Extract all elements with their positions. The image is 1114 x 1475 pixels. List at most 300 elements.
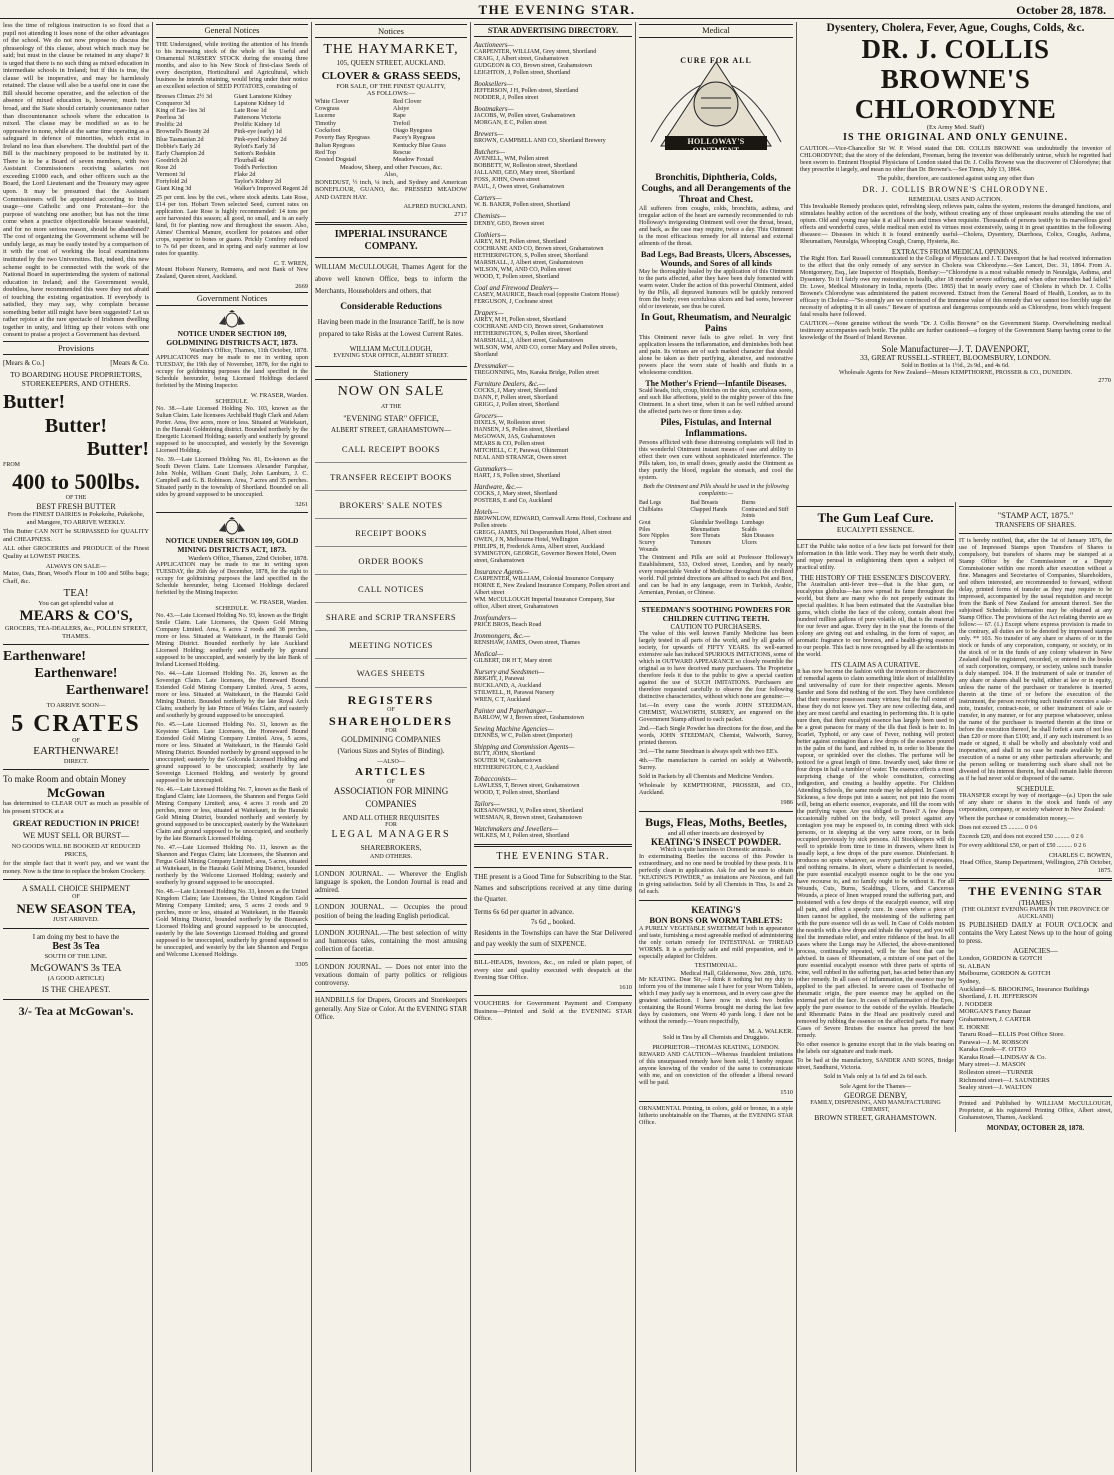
directory-entry: HETHERINGTON, S, Pollen street, Shortland (474, 330, 588, 337)
directory-category: Coal and Firewood Dealers— (474, 283, 559, 292)
extracts-heading: EXTRACTS FROM MEDICAL OPINIONS. (891, 247, 1020, 256)
has-determined: has determined to CLEAR OUT as much as possible of his present STOCK at a (3, 800, 149, 815)
original-genuine: IS THE ORIGINAL AND ONLY GENUINE. (843, 131, 1068, 143)
bad-legs-body: May be thoroughly healed by the application of this Ointment to the parts affected, after they have been duly fomented with warm water. Under the action of this powerful Ointment, aided by the Pills, all depraved humours will be quickly removed from the body; even scrofulous ulcers and bad sores, however old or inveterate, see thus be cured. (639, 269, 793, 311)
earthenware-1: Earthenware! (3, 649, 86, 665)
directory-category: Sewing Machine Agencies— (474, 725, 554, 734)
bronchitis-title: Bronchitis, Diphtheria, Colds, Coughs, and all Derangements of the Throat and Chest. (641, 172, 791, 205)
agency-item: Karaka Creek—F. OTTO (959, 1046, 1026, 1054)
gout-body: This Ointment never fails to give relief. In very first application lessens the inflammation, and diminishes both heat and pain. Its virtues are of such marked character that should alone be taken as their purifying, alterative, and restorative powers place the worn state of health and fluids in a wholesome condition. (639, 334, 793, 376)
collis-browne-title: DR. J. COLLIS BROWNE'S CHLORODYNE (854, 34, 1057, 124)
notice2-dateline: Warden's Office, Thames, 22nd October, 1878. (188, 554, 308, 562)
potato-item: Prolific Kidney 1d (234, 121, 281, 129)
potato-item: Pattersons Victoria (234, 114, 281, 122)
book-item: SHARE and SCRIP TRANSFERS (315, 608, 467, 631)
mothers-title: The Mother's Friend—Infantile Diseases. (645, 378, 787, 388)
piles-body: Persons afflicted with these distressing complaints will find in this wonderful Ointment instant means of ease and ability to effect their own cure without sophisticated interference. The Pills taken, too, in small doses, greatly assist the Ointment as they purify the blood, regulate the stomach, and cool the system. (639, 439, 793, 481)
oldest-paper: (THE OLDEST EVENING PAPER IN THE PROVINCE OF AUCKLAND) (961, 906, 1110, 920)
column-6 (796, 22, 1114, 1472)
and-others: AND OTHERS. (369, 852, 413, 860)
ad-number: 2669 (295, 282, 308, 290)
agency-item: Tararu Road—ELLIS Post Office Store. (959, 1031, 1065, 1039)
divider (474, 844, 632, 847)
best-tea: Best 3s Tea (52, 940, 100, 952)
this-butter: This Butter CAN NOT be SURPASSED for QUALITY and CHEAPNESS. (3, 528, 149, 543)
complaint-item: Skin Diseases (741, 533, 775, 540)
directory-category: Bootmakers— (474, 105, 514, 114)
directory-entry: STILWELL, H, Parawai Nursery (474, 690, 555, 697)
directory-entry: LEIGHTON, J, Pollen street, Shortland (474, 70, 571, 77)
divider (474, 995, 632, 996)
divider (959, 878, 1112, 881)
divider (315, 222, 467, 225)
ad-number: 1986 (780, 799, 793, 807)
directory-category: Furniture Dealers, &c.— (474, 379, 545, 388)
also-label: —ALSO— (377, 758, 405, 765)
butter-2: Butter! (44, 414, 108, 437)
seed-item: Poverty Bay Ryegrass (315, 134, 370, 142)
seed-item: Meadow Foxtail (393, 156, 434, 164)
directory-entry: MORGAN, E C, Pollen street (474, 120, 547, 127)
potato-item: Giant King 3d (156, 185, 192, 193)
having-been: Having been made in the Insurance Tariff, he is now prepared to take Risks at the Lowest Current Rates. (317, 317, 465, 338)
sched1-item: No. 39.—Late Licensed Holding No. 81, Ex-known as the South Devon Claim. Late Licensees Alexander Farquhar, John Noble, William Grant Daily, John Lamburn, J. C. Campbell and G. B. Robinson. Area, 7 acres and 35 perches. Situated partly in the township of Shortland. Bounded on all sides by ground supposed to be unoccupied. (156, 456, 308, 498)
dysentery-header: Dysentery, Cholera, Fever, Ague, Coughs, Colds, &c. (826, 22, 1085, 34)
divider (639, 811, 793, 812)
stamp-office: Head Office, Stamp Department, Wellington, 27th October, 1875. (960, 859, 1112, 874)
divider (3, 644, 149, 645)
agency-item: Parawai—J. M. ROBSON (959, 1038, 1029, 1046)
stamp-body: IT is hereby notified, that, after the 1st of January 1876, the use of Impressed Stamps upon Transfers of Shares is compulsory, but transfers of shares may be stamped at a Stamp Office by the Commissioner or a Deputy Commissioner within one month after execution without a fine. Managers and Secretaries of Companies, Shareholders, and others interested, are recommended to forward, without delay, printed forms of transfer as they may require to be impressed, accompanied by the usual requisition and receipt from the Bank of New Zealand for amount thereof. See the subjoined Schedule. Information may be obtained at any Stamp Office. The provisions of the Act relating thereto are as follow:— 67. (1.) Except where express provision is made to the contrary, all duties are to be denoted by impressed stamps only. ** 103. No transfer of any share or shares of or in the stock or funds of any corporation, company, or society, or in the stock of or in the funds of any colony whatever in New Zealand shall be registered, recorded, or entered in the books of such corporation, company, or society, unless such transfer is duly stamped. 104. If the instrument of sale or transfer of any share or shares shall be valid, either at law or in equity, unless the name of the purchaser or transferee is inserted therein at the time of or before the execution of the instrument, the person receiving such transfer executes a sale-note, transfer, contract-note, or other instrument of sale or transfer, in any manner, or for any purpose whatsoever, unless the name of the purchaser is inserted therein at the time or before the execution thereof, he shall forfeit a sum of not less than £20 or more than £100; and, if any such instrument is so made or signed, it shall be wholly and absolutely void and inoperative, and shall in no case be made available by the execution of a name or any other particulars afterwards; and the person selling or transferring such share shall not be divested of his interest therein, but shall remain liable thereon as if he had never sold or disposed of the same. (959, 537, 1112, 782)
agency-item: Sydney, (959, 978, 981, 986)
directory-section (474, 41, 632, 77)
directory-entry: BROWN, CAMPBELL AND CO, Shortland Brewery (474, 138, 606, 145)
earthenware-3: Earthenware! (66, 682, 149, 698)
evening-star-title: THE EVENING STAR. (496, 851, 610, 863)
potato-item: Dobbie's Early 2d (156, 142, 201, 150)
divider (639, 1101, 793, 1102)
history-heading: THE HISTORY OF THE ESSENCE'S DISCOVERY. (800, 573, 951, 582)
registers: REGISTERS (347, 692, 435, 707)
gum-leaf-ad (797, 502, 954, 1122)
potato-item: Prolific 2d (156, 121, 183, 129)
agency-item: J. NODDER (959, 1000, 993, 1008)
directory-section (474, 775, 632, 797)
directory-category: Booksellers— (474, 80, 513, 89)
directory-section (474, 800, 632, 822)
schedule2-heading: SCHEDULE. (215, 606, 249, 613)
directory-category: Painter and Paperhanger— (474, 707, 553, 716)
directory-category: Chemists— (474, 212, 506, 221)
sched2-item: No. 48.—Late Licensed Holding No. 33, known as the United Kingdom Claim; late Licensees, the United Kingdom Gold Mining Company Limited; area, 5 acres 2 roods and 9 perches, more or less, situated at Waitekauri, in the Hauraki Gold Mining District, bounded northerly by the Bismarck Licensed Holding and ground supposed to be unoccupied, easterly by the late Sovereign Licensed Holding and ground supposed to be unoccupied, southerly by ground supposed to be unoccupied, and westerly by the late Shannon and Fergus and Welcome Licensed Holdings. (156, 889, 308, 959)
divider (959, 506, 1112, 507)
mccullough-signature: WILLIAM McCULLOUGH, (349, 344, 433, 353)
directory-entry: SYMINGTON, GEORGE, Governor Bowen Hotel, Owen street, Grahamstown (474, 550, 617, 564)
directory-category: Nursery and Seedsmen— (474, 668, 545, 677)
directory-category: Hotels— (474, 507, 499, 516)
potato-item: Todd's Perfection (234, 164, 278, 172)
wren-signature: C. T. WREN, (273, 259, 308, 267)
potato-item: Pink-eyed Kidney 2d (234, 135, 287, 143)
articles: ARTICLES (355, 765, 427, 778)
new-season-tea: NEW SEASON TEA, (16, 900, 136, 916)
agencies-list (959, 955, 1112, 1091)
mears-co: MEARS & CO'S, (19, 607, 133, 624)
steedman-2nd: 2nd.—Each Single Powder has directions for the dose, and the words, JOHN STEEDMAN, Chemist, Walworth, Surrey, printed thereon. (639, 726, 793, 747)
manufacturer-address: 33, GREAT RUSSELL-STREET, BLOOMSBURY, LONDON. (860, 353, 1051, 363)
directory-entry: WILSON, WM, AND CO, corner Mary and Pollen streets, Shortland (474, 344, 618, 358)
sched2-item: No. 43.—Late Licensed Holding No. 93, known as the Bright Smile Claim. Late Licensees, the Queen Gold Mining Company Limited. Area, 6 acres 2 roods and 38 perches, more or less. Situated at Waitekauri, in the Hauraki Gold Mining District. Bounded northerly by late Auckland Licensed Holding; southerly and southerly by ground supposed to be unoccupied, and westerly by the late Bank of Ireland Licensed Holding. (156, 613, 308, 669)
potato-item: Flake 2d (234, 171, 256, 179)
complaint-item: Gout (639, 519, 651, 526)
directory-entry: JEFFERSON, J H, Pollen street, Shortland (474, 88, 579, 95)
directory-category: Grocers— (474, 411, 503, 420)
directory-entry: BRIGHT, J, Parawai (474, 676, 525, 683)
divider (959, 533, 1112, 534)
directory-category: Ironfounders— (474, 613, 517, 622)
for-sale: FOR SALE, OF THE FINEST QUALITY, (336, 82, 446, 90)
cheapest: IS THE CHEAPEST. (41, 985, 111, 995)
sold-in-tins: Sold in Tins by all Chemists and Druggists. (663, 1035, 769, 1042)
subscribe-body: THE present is a Good Time for Subscribing to the Star. Names and subscriptions received at any time during the Quarter. (474, 872, 632, 904)
editorial-article: less the time of religious instruction is so fixed that a pupil not attending it loses none of the other advantages of the school. We do not now propose to discuss the phraseology of this clause, about which much may be said; but must in the clause be retained in any shape? It is urged that there is no such thing as mixed education in intermediate schools in Ireland; but if this is true, the clause will be inoperative, and may be harmlessly retained. The clause will also be a useful one in case the Bill should become operative, and the selection of the absence of mixed education is, however, much too broad, and the State should certainly countenance rather than discountenance schools where the education is mixed. The clause may be modified so as to be oppressive to none, while at the same time operating as a safeguard in defence of minorities, which exist in Ireland no less than elsewhere. The doubtful part of the Bill is the machinery proposed to be instituted by it. There is to be a Board of seven members, with two Assistant Commissioners receiving salaries not exceeding £1000 each, and other officers such as the Board, the Lord Lieutenant and the Treasury may agree upon. It may be presumed that the Assistant Commissioners will be appointed according to Irish usage—one Catholic and one Protestant—for the purpose of watching one another; but has not the time come when a practice objectionable because wasteful, and for no more serious reason, should be abandoned? The cost of organizing the Government scheme will be unduly large, as may be easily tested by a comparison of it with the cost of working the local examinations instituted by the two Universities. But, indeed, this new scheme ought to be connected with the work of the National Board in superintending the system of national education in Ireland; and the Government would, doubtless, have recommended this were they not afraid of touching the existing organization. If everybody is satisfied, they may say, why complain because something better still might have been suggested? Let us rather rejoice at the rare spectacle of Irishmen dwelling together in unity, and lifting up their voices with one consent to praise a project a Government has devised. (3, 22, 149, 339)
directory-entry: WOOD, T, Pollen street, Shortland (474, 273, 560, 280)
divider (959, 1096, 1112, 1097)
of-label-2: OF (387, 778, 395, 785)
directory-category: Shipping and Commission Agents— (474, 743, 575, 752)
directory-section (474, 568, 632, 611)
potato-list (156, 93, 308, 193)
potato-item: Lapstone Kidney 1d (234, 99, 285, 107)
ad-number: 1610 (619, 983, 632, 991)
sched1-item: No. 38.—Late Licensed Holding No. 103, known as the Sultan Claim. Late licensees Archibald Hugh Clark and Adam Porter. Area, five acres, more or less. Situated at Waitekauri, in the Hauraki Goldmining district. Bounded northerly by the Energetic Licensed Holding; easterly and southerly by ground supposed to be unoccupied, and westerly by the Sovereign Licensed Holding. (156, 405, 308, 454)
directory-section (474, 483, 632, 505)
steedman-body: The value of this well known Family Medicine has been largely tested in all parts of the world, and by all grades of society, for upwards of FIFTY YEARS. Its well-earned extensive sale has induced SPURIOUS IMITATIONS, some of which in OUTWARD APPEARANCE so closely resemble the original as to have deceived many purchasers. The Proprietor therefore feels it due to the public to give a special caution against the use of SUCH IMITATIONS. Purchasers are therefore requested carefully to observe the four following distinctive characteristics, without which none are genuine:— (639, 631, 793, 701)
directory-section (474, 508, 632, 565)
potato-item: Pink-eye (early) 1d (234, 128, 282, 136)
potato-item: Rylott's Early 3d (234, 142, 276, 150)
directory-entry: DENBY, GEO, Brown street (474, 220, 545, 227)
directory-category: Carters— (474, 194, 502, 203)
directory-section (474, 707, 632, 722)
shareholders: SHAREHOLDERS (328, 713, 454, 728)
seed-item: Rescue (393, 149, 411, 157)
column-2 (152, 22, 311, 1472)
directory-section (474, 130, 632, 145)
seed-item: Red Clover (393, 97, 422, 105)
directory-entry: PRICE BROS, Beach Road (474, 622, 542, 629)
directory-entry: GUDGEON & CO, Brown street, Grahamstown (474, 63, 592, 70)
various-sizes: (Various Sizes and Styles of Binding). (337, 747, 445, 756)
potato-item: King of Ear- lies 3d (156, 107, 206, 115)
directory-entry: POSTERS, E and Co, Auckland (474, 497, 553, 504)
potato-item: Taylor's Kidney 2d (234, 178, 282, 186)
steedman-title: STEEDMAN'S SOOTHING POWDERS FOR CHILDREN CUTTING TEETH. (641, 605, 791, 623)
seed-item: Alsiye (393, 105, 410, 113)
column-4 (470, 22, 635, 1472)
divider (639, 900, 793, 901)
section-header-general: General Notices (156, 24, 308, 38)
divider (474, 954, 632, 955)
bonbons-title: BON BONS OR WORM TABLETS: (649, 914, 783, 925)
london-journal-3: LONDON JOURNAL.—The best selection of witty and humorous tales, containing the most amusing collection of facetiæ. (315, 928, 467, 954)
claim-heading: ITS CLAIM AS A CURATIVE. (830, 660, 921, 669)
schedule-body: TRANSFER except by way of mortgage—(a.) Upon the sale of any share or shares in the stock and funds of any corporation, company, or society whatever in New Zealand: (959, 792, 1112, 813)
fee-row-1: Does not exceed £5 .......... 0 0 6 (959, 824, 1038, 831)
keatings-powder: KEATING'S INSECT POWDER. (651, 837, 781, 848)
seed-item: Timothy (315, 119, 337, 127)
ex-army: (Ex Army Med. Staff) (926, 124, 985, 132)
also: Also, (384, 171, 398, 179)
book-item: CALL RECEIPT BOOKS (315, 440, 467, 463)
wholesale-agents: Wholesale Agents for New Zealand—Messrs KEMPTHORNE, PROSSER & CO., DUNEDIN. (838, 369, 1073, 376)
bronchitis-body: All sufferers from coughs, colds, bronchitis, asthma, and irregular action of the heart are earnestly recommended to rub Holloway's invigorating Ointment well over the throat, breast, and back, as the case may require, twice a day. This Ointment is the most efficacious remedy for all internal and external ailments of the throat. (639, 205, 793, 247)
bugs-body: In exterminating Beetles the success of this Powder is extraordinary, and no one need be troubled by these pests. It is perfectly clean in application. Ask for and be sure to obtain "KEATING'S POWDER," as imitations are Noxious, and fail in giving satisfaction. Sold by all Chemists in Tins, 1s and 2s 6d each. (639, 854, 793, 896)
directory-category: Brewers— (474, 130, 504, 139)
directory-section (474, 105, 632, 127)
logo-banner: HOLLOWAY'S OINTMENT (687, 136, 745, 155)
butter-1: Butter! (3, 390, 66, 413)
directory-entry: AIREY, M H, Pollen street, Shortland (474, 316, 567, 323)
claim-body: It has now become the fashion with the inventors or discoverers of remedial agents to claim something little short of infallibility and universality of cure for their respective agents. Messrs Sander and Sons did nothing of the sort. They have confidence that their essence possesses many virtues; but the full extent of these they do not know yet. They are now collecting data, and they are most careful and exacting in performing this. It is quite sure then, that their eucalypti essence has largely been used to be a great panacea for many of the ills that flesh is heir to. In Scarlet, Typhoid, or any case of Fever, nothing will protect better against contagion than a few drops of the essence poured in the palm of the hand, and rubbed in, in order to liberate the vapour, or sprinkled over the clothes. The perfume will be noticed for a great length of time. Inwardly used, take three or four drops in half a tumbler of water. The essence effects a most surprising change of the whole constitution, correcting indigestion, and creating a healthy appetite. For Children Attending Schools, the same mode may be adopted. In Cases of Sickness, a few drops put into a saucer, not put into the room will, being an etheric essence, evaporate, and fill the room with the purifying vapor. Are you obliged to Travel? A few drops occasionally rubbed on the body, will protect against any contagion you may be exposed to, in coming direct with sick persons, or in sleeping at the very same room, or in beds occupied previously by sick persons. All Stockkeepers will do well to sprinkle from time to time in drawers, where linen is usually kept, a few drops of the pure essence. Disinfectant. It produces no spots whatever, as every particle of it evaporates, and nothing remains. In short, where a disinfectant is needed, the pure essential eucalypti essence ought to be the one you have recourse to, and no family ought to be without it. For all Wounds, Cuts, Burns, Scaldings, Ulcers, and Cancerous Wounds, a piece of linen wrapped round the suffering part, and moistened with a few drops of the eucalypti essence, will stop all pain, and effect a speedy cure. In cases where a piece of linen cannot be applied, the moistening of the suffering part with the pure essence will do as well. In Case of Colds moisten the nostrils with a few drops and inhale the vapour, and you will feel the immediate relief, and entire riddance of the heat. In all cases where the Lungs may be Affected, the above-mentioned process, continually repeated, will be the best that can be advised. In cases of Rheumatism, a mixture of one part of the pure essential eucalypti essence with three parts of spirits of wine, well rubbed in the suffering part, has acted better than any other remedy. In all cases of Inflammation, the essence may be applied to the part affected. In severe cases of Toothache of rheumatic origin, the pure essence may be applied on the external part of the face. In cases of Inflammation of the Eyes, apply the pure essence to the outside of the eyelids. Headache and Rheumatic Pains in the Head are positively cured and removed by rubbing the essence on the affected parts. For many Cases of Severe Bruises the essence has proved the best remedy. (797, 668, 954, 1039)
seed-item: Red Top (315, 149, 336, 157)
eucalypti-essence: EUCALYPTI ESSENCE. (836, 524, 915, 534)
agency-item: Rolleston street—TURNER (959, 1069, 1034, 1076)
published-daily: IS PUBLISHED DAILY at FOUR O'CLOCK and contains the Very Latest News up to the hour of going to press. (959, 920, 1112, 945)
directory-entry: AVENELL, WM, Pollen street (474, 156, 549, 163)
complaint-item: Bad Breasts (690, 499, 719, 506)
evening-star-title: THE EVENING STAR (968, 883, 1103, 898)
notice2-body: APPLICATION may be made to me in writing upon TUESDAY, the 26th day of December, 1878, for the right to occupy for goldmining purposes the land specified in the Schedule hereunder, being Licensed Holdings declared forfeited by the Mining Inspector. (156, 561, 308, 596)
wren-address: Mount Hobson Nursery, Remuera, and next Bank of New Zealand, Queen street, Auckland. (156, 266, 308, 280)
bonbons-body: A PURELY VEGETABLE SWEETMEAT both in appearance and taste, furnishing a most agreeable method of administering the only certain remedy for INTESTINAL or THREAD WORMS. It is a perfectly safe and mild preparation, and is especially adapted for Children. (639, 925, 793, 960)
terms: Terms 6s 6d per quarter in advance. (474, 907, 574, 916)
companies: COMPANIES (365, 799, 417, 810)
notice2-title: NOTICE UNDER SECTION 109, GOLD MINING DISTRICTS ACT, 1873. (165, 536, 299, 554)
directory-entry: DANN, F, Pollen street, Shortland (474, 394, 558, 401)
now-on-sale: NOW ON SALE (337, 384, 445, 400)
handbills: HANDBILLS for Drapers, Grocers and Storekeepers generally. Any Size or Color. At the EVENING STAR Office. (315, 996, 467, 1021)
ad-number: 1510 (780, 1089, 793, 1097)
testimonial-heading: TESTIMONIAL. (694, 962, 738, 969)
essence-manufactory: To be had at the manufactory, SANDER AND SONS, Bridge street, Sandhurst, Victoria. (797, 1057, 954, 1071)
essence-vials: Sold in Vials only at 1s 6d and 2s 6d each. (823, 1073, 928, 1080)
divider (639, 601, 793, 602)
stamp-act-title: "STAMP ACT, 1875." (997, 510, 1074, 520)
section-header-notices: Notices (315, 24, 467, 38)
where-purchase: Where the purchase or consideration money,— (959, 815, 1074, 822)
divider (3, 879, 149, 880)
book-item: MEETING NOTICES (315, 636, 467, 659)
caution-2: CAUTION.—None genuine without the words "Dr. J. Collis Browne" on the Government Stamp. Overwhelming medical testimony accompanies each bottle. The public are further cautioned—a forgery of the Government Stamp having come to the knowledge of the Board of Inland Revenue. (800, 320, 1111, 341)
issue-date: October 28, 1878. (1016, 3, 1106, 17)
directory-category: Watchmakers and Jewellers— (474, 825, 559, 834)
book-item: CALL NOTICES (315, 580, 467, 603)
directory-category: Auctioneers— (474, 41, 514, 50)
to-make-room: To make Room and obtain Money (3, 774, 127, 785)
seed-item: Italian Ryegrass (315, 141, 355, 149)
directory-entry: BUTT, JOHN, Shortland (474, 751, 535, 758)
seed-item: Kentucky Blue Grass (393, 141, 446, 149)
five-crates: 5 CRATES (11, 710, 141, 737)
directory-category: Insurance Agents— (474, 567, 529, 576)
directory-section (474, 465, 632, 480)
sharebrokers: SHAREBROKERS, (360, 843, 422, 853)
directory-entry: WIESMAN, R, Brown street, Grahamstown (474, 815, 582, 822)
sched2-item: No. 47.—Late Licensed Holding No. 11, known as the Shannon and Fergus Claim; late Licensees, the Shannon and Fergus Gold Mining Company Limited; area, 5 acres, situated at Waitekauri, in the Hauraki Gold Mining District, bounded northerly by the Welcome Licensed Holding; easterly and southerly by ground supposed to be unoccupied. (156, 845, 308, 887)
albert-street: ALBERT STREET, GRAHAMSTOWN— (331, 426, 451, 435)
agency-item: Sealey street—J. WALTON (959, 1084, 1032, 1092)
section-header-medical: Medical (639, 24, 793, 38)
of-label-2: OF (72, 893, 80, 900)
directory-section (474, 825, 632, 840)
notice1-signature: W. FRASER, Warden. (250, 391, 308, 399)
bottle-price: Sold in Bottles at 1s 1½d., 2s 9d., and 4s 6d. (901, 362, 1010, 369)
agency-item: Melbourne, GORDON & GOTCH (959, 970, 1051, 978)
alfred-buckland: ALFRED BUCKLAND. (403, 203, 467, 211)
of-the: OF THE (65, 494, 87, 501)
considerable-reductions: Considerable Reductions (340, 301, 442, 312)
potato-item: Peerless 3d (156, 114, 185, 122)
seed-item: Rape (393, 112, 406, 120)
complaint-item: Scalds (741, 526, 757, 533)
seed-item: Lucerne (315, 112, 336, 120)
for-simple: for the simple fact that it won't pay, and we want the money. Now is the time to replace the broken Crockery. (3, 860, 149, 875)
directory-entry: NODDER, J, Pollen street (474, 95, 539, 102)
directory-entry: PHILIPS, H, Frederick Arms, Albert street, Auckland (474, 543, 605, 550)
book-item: RECEIPT BOOKS (315, 524, 467, 547)
booked: 7s 6d „ booked. (531, 917, 575, 926)
book-item: ORDER BOOKS (315, 552, 467, 575)
bugs-title: Bugs, Fleas, Moths, Beetles, (645, 814, 787, 829)
seed-item: Crested Dogstail (315, 156, 357, 164)
column-1 (0, 22, 152, 1472)
steedman-agent: Wholesale by KEMPTHORNE, PROSSER, and CO., Auckland. (639, 783, 793, 797)
divider (3, 999, 149, 1000)
directory-entry: NEAL AND STRANGE, Owen street (474, 454, 567, 461)
dr-collis-name: DR. J. COLLIS BROWNE'S CHLORODYNE. (862, 185, 1049, 195)
directory-entry: CARPENTER, WILLIAM, Colonial Insurance Company (474, 575, 615, 582)
masthead (0, 0, 1114, 19)
piles-title: Piles, Fistulas, and Internal Inflammations. (660, 418, 772, 440)
divider (315, 898, 467, 899)
tea-sub: You can get splendid value at (38, 600, 114, 608)
divider (315, 865, 467, 866)
haymarket-address: 105, QUEEN STREET, AUCKLAND. (336, 58, 446, 67)
wren-body: 25 per cent. less by the cwt., where stock admits. Late Rose, £14 per ton. Hobart Town selected Seed, current rates on application. Late Rose is highly recommended: 14 tons per acre harvested this season; all good, no small, and is an early kind, fit for planting now and throughout the season. Also, Aimes' Chemical Manure, excellent for potatoes and other crops, superior to bones or guano. Prickly Comfrey reduced to 7s 6d per dozen, and in spring and early summer at low rates for quantity. (156, 194, 308, 257)
caution-purchasers: CAUTION TO PURCHASERS. (670, 623, 762, 632)
meadow-fescues: Meadow, Sheep, and other Fescues, &c. (339, 163, 443, 171)
potato-item: Vermont 3d (156, 171, 186, 179)
clover-title: CLOVER & GRASS SEEDS, (321, 69, 461, 82)
directory-entry: WOOD, T, Pollen street, Shortland (474, 790, 560, 797)
section-header-stationery: Stationery (315, 366, 467, 380)
complaint-item: Piles (639, 526, 651, 533)
for-label: FOR (385, 727, 397, 734)
divider (797, 539, 954, 540)
directory-entry: JACOBS, W, Pollen street, Grahamstown (474, 113, 576, 120)
sched2-item: No. 44.—Late Licensed Holding No. 26, known as the Sovereign Claim. Late licensees, the Homeward Bound Extended Gold Mining Company Limited. Area, 5 acres, more or less. Situated at Waitekauri, in the Hauraki Gold Mining District. Bounded northerly by the late Royal Arch Claim; southerly by late Prince of Wales Claim, and easterly and southerly by ground supposed to be unoccupied. (156, 671, 308, 720)
agency-item: St. ALBAN (959, 962, 991, 970)
sched2-item: No. 45.—Late Licensed Holding No. 31, known as the Keystone Claim. Late Licensees, the Homeward Bound Extended Gold Mining Company Limited. Area, 5 acres, more or less. Situated at Waitekauri, in the Hauraki Gold Mining District. Bounded northerly by ground supposed to be unoccupied; easterly by the Golconda Licensed Holding and ground supposed to be unoccupied; southerly by late Sovereign Licensed Holding, and westerly by ground supposed to be unoccupied. (156, 722, 308, 785)
mcgowans-tea: McGOWAN'S 3s TEA (30, 963, 122, 975)
always-on-sale: ALWAYS ON SALE— (45, 562, 107, 570)
royal-crest-icon (215, 310, 249, 328)
ad-number: 3305 (295, 961, 308, 969)
proprietor: PROPRIETOR—THOMAS KEATING, LONDON. (652, 1045, 780, 1052)
notice1-title: NOTICE UNDER SECTION 109, GOLDMINING DISTRICTS ACT, 1873. (166, 329, 298, 347)
directory-entry: HORNE E, New Zealand Insurance Company, Pollen street and Albert street (474, 582, 630, 596)
directory-entry: GRIGG, J, Pollen street, Shortland (474, 401, 559, 408)
evening-star-office: "EVENING STAR" OFFICE, (343, 413, 439, 423)
london-journal-2: LONDON JOURNAL. — Occupies the proud position of being the leading English periodical. (315, 903, 467, 920)
printed-by: Printed and Published by WILLIAM McCULLOUGH, Proprietor, at his registered Printing Office, Albert street, Grahamstown, Thames, Auckland. (959, 1100, 1112, 1121)
complaint-item: Lumbago (741, 519, 764, 526)
directory-section (474, 650, 632, 665)
all-other-requisites: AND ALL OTHER REQUISITES (342, 814, 440, 822)
complaint-item: Bad Legs (639, 499, 662, 506)
stamp-act-column (955, 502, 1112, 1132)
mcgowan-name: McGowan (47, 785, 105, 801)
book-item: WAGES SHEETS (315, 664, 467, 687)
from-dairies: From the FINEST DAIRIES in Pokekohe, Pukekohe, and Mangere, TO ARRIVE WEEKLY. (7, 511, 145, 526)
seed-item: Trefoil (393, 119, 410, 127)
column-3 (311, 22, 470, 1472)
transfers-heading: TRANSFERS OF SHARES. (995, 520, 1076, 529)
gum-leaf-title: The Gum Leaf Cure. (817, 510, 934, 525)
logo-text: CURE FOR ALL (680, 55, 752, 65)
directory-entry: DIXELS, W, Rolleston street (474, 419, 545, 426)
potato-item: Late Rose 1d (234, 107, 267, 115)
best-butter: BEST FRESH BUTTER (36, 501, 116, 511)
good-article: (A GOOD ARTICLE) (47, 974, 105, 982)
directory-category: Tobacconists— (474, 775, 517, 784)
bonedust: BONEDUST, ½ inch, ¼ inch, and Sydney and American BONEFLOUR, GUANO, &c. PRESSED MEADOW AND OATEN HAY. (315, 178, 467, 201)
divider (474, 867, 632, 868)
notice2-signature: W. FRASER, Warden. (250, 598, 308, 606)
just-arrived: JUST ARRIVED. (53, 915, 99, 923)
public-caution: The public, therefore, are cautioned against using any other than (877, 176, 1034, 183)
notice1-body: APPLICATIONS may be made to me in writing upon TUESDAY, the 19th day of November, 1878, for the right to occupy for goldmining purposes the land specified in the Schedule hereunder, being Licensed Holdings declared forfeited by the Mining Inspector. (156, 354, 308, 389)
history-body: The Australian anti-fever tree—that is the blue gum, or eucalyptus globulus—has now spread its fame throughout the world, but there are many who do not properly estimate its special qualities. It has been estimated that the Australian blue gums, which clothe the face of the colony, contain about five hundred million gallons of pure volatile oil, that is the material for our fever and ague. Every day in the year the forests of the colony are giving out and exhaling, in the form of vapor, an aromatic fragrance to our breezes, and a health-giving essence to our people. This fact is now recognised by all the scientists in the world. (797, 581, 954, 658)
directory-entry: HETHERINGTON, C J, Auckland (474, 765, 559, 772)
directory-entry: DENNES, W C, Pollen street (Importer) (474, 733, 573, 740)
directory-entry: CASEY, MAURICE, Beach road (opposite Custom House) (474, 291, 619, 298)
potato-item: Blue Tasmanian 2d (156, 135, 204, 143)
direct: DIRECT. (63, 757, 89, 765)
residents: Residents in the Townships can have the Star Delivered and pay weekly the sum of SIXPENCE. (474, 928, 632, 948)
directory-entry: RENSHAW, JAMES, Owen street, Thames (474, 640, 580, 647)
divider (315, 257, 467, 258)
mothers-body: Scald heads, itch, croup, blotches on the skin, scrofulous sores, and such like affections, yield to the mighty power of this fine Ointment. In a short time, when it can be well rubbed around the affected parts two or three times a day. (639, 388, 793, 416)
steedman-1st: 1st.—In every case the words JOHN STEEDMAN, CHEMIST, WALWORTH, SURREY, are engraved on the Government Stamp affixed to each packet. (639, 703, 793, 724)
agency-item: Mary street—J. MASON (959, 1061, 1026, 1069)
directory-entry: LAWLESS, T, Brown street, Grahamstown (474, 783, 580, 790)
notice1-dateline: Warden's Office, Thames, 11th October, 1878. (189, 347, 308, 355)
seed-item: Cocksfoot (315, 127, 341, 135)
agency-item: Richmond street—J. SAUNDERS (959, 1076, 1050, 1084)
complaint-item: Chilblains (639, 506, 663, 513)
directory-entry: WM. McCULLOUGH Imperial Insurance Company, Star office, Albert street, Grahamstown (474, 596, 615, 610)
footer-date: MONDAY, OCTOBER 28, 1878. (986, 1123, 1085, 1132)
directory-section (474, 212, 632, 227)
ad-number: 3261 (295, 500, 308, 508)
agency-item: Shortland, J. H. JEFFERSON (959, 993, 1038, 1001)
directory-entry: GILBERT, DR H T, Mary street (474, 658, 552, 665)
directory-entry: COCKS, J, Mary street, Shortland (474, 387, 558, 394)
sole-manufacturer: Sole Manufacturer—J. T. DAVENPORT, (881, 343, 1030, 354)
book-item: BROKERS' SALE NOTES (315, 496, 467, 519)
